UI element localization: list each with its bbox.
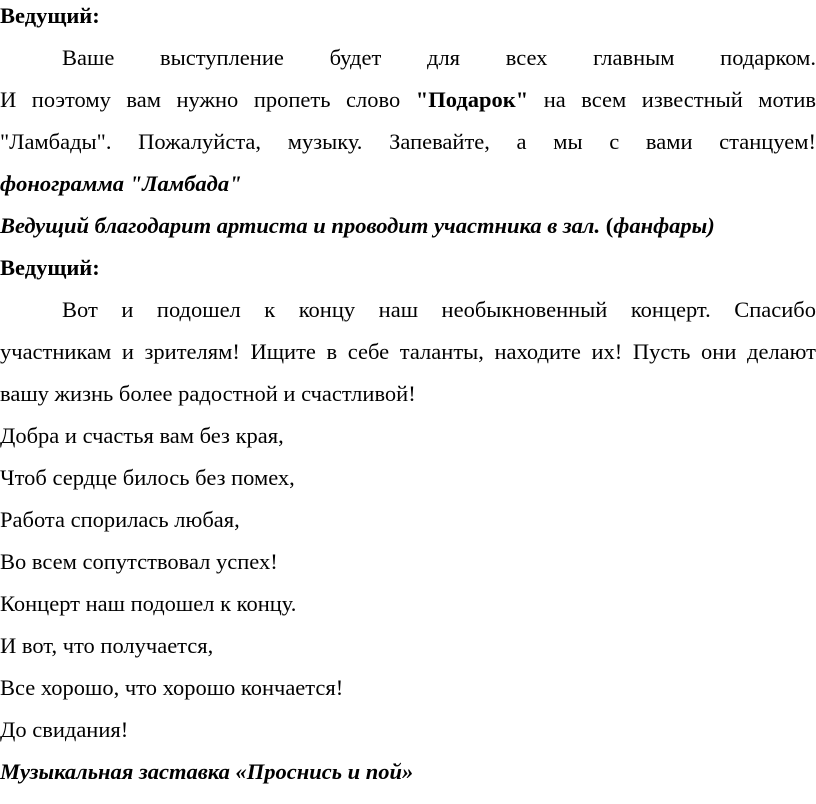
paragraph-1-line-2 [0,86,816,114]
closing-stage-direction: Музыкальная заставка «Проснись и пой» [0,759,414,784]
keyword-podarok: "Подарок" [415,87,529,112]
poem-line: Во всем сопутствовал успех! [0,549,278,574]
paragraph-2-line-1: Вот и подошел к концу наш необыкновенный концерт. Спасибо [62,297,816,322]
speaker-heading-1: Ведущий: [0,3,100,28]
poem-line: До свидания! [0,717,129,742]
stage-direction-fanfare-paren: ( [605,213,614,238]
stage-direction-fanfare-text: Ведущий благодарит артиста и проводит участника в зал. [0,213,601,238]
poem-line: Чтоб сердце билось без помех, [0,465,295,490]
paragraph-2-line-2: участникам и зрителям! Ищите в себе таланты, находите их! Пусть они делают [0,339,816,364]
stage-direction-lambada: фонограмма "Ламбада" [0,171,242,196]
poem-line: Концерт наш подошел к концу. [0,591,297,616]
speaker-heading-2: Ведущий: [0,255,100,280]
paragraph-2-line-3: вашу жизнь более радостной и счастливой! [0,381,416,406]
paragraph-1-line-2-start: И поэтому вам нужно пропеть слово [0,87,416,112]
stage-direction-fanfare-word: фанфары) [613,213,715,238]
poem-line: И вот, что получается, [0,633,214,658]
poem-line: Все хорошо, что хорошо кончается! [0,675,344,700]
poem-line: Работа спорилась любая, [0,507,240,532]
paragraph-1-line-3: "Ламбады". Пожалуйста, музыку. Запевайте, а мы с вами станцуем! [0,129,816,154]
paragraph-1-line-1: Ваше выступление будет для всех главным подарком. [62,45,816,70]
stage-direction-fanfare [0,212,816,240]
poem-line: Добра и счастья вам без края, [0,423,284,448]
paragraph-1-line-2-end: на всем известный мотив [528,87,816,112]
